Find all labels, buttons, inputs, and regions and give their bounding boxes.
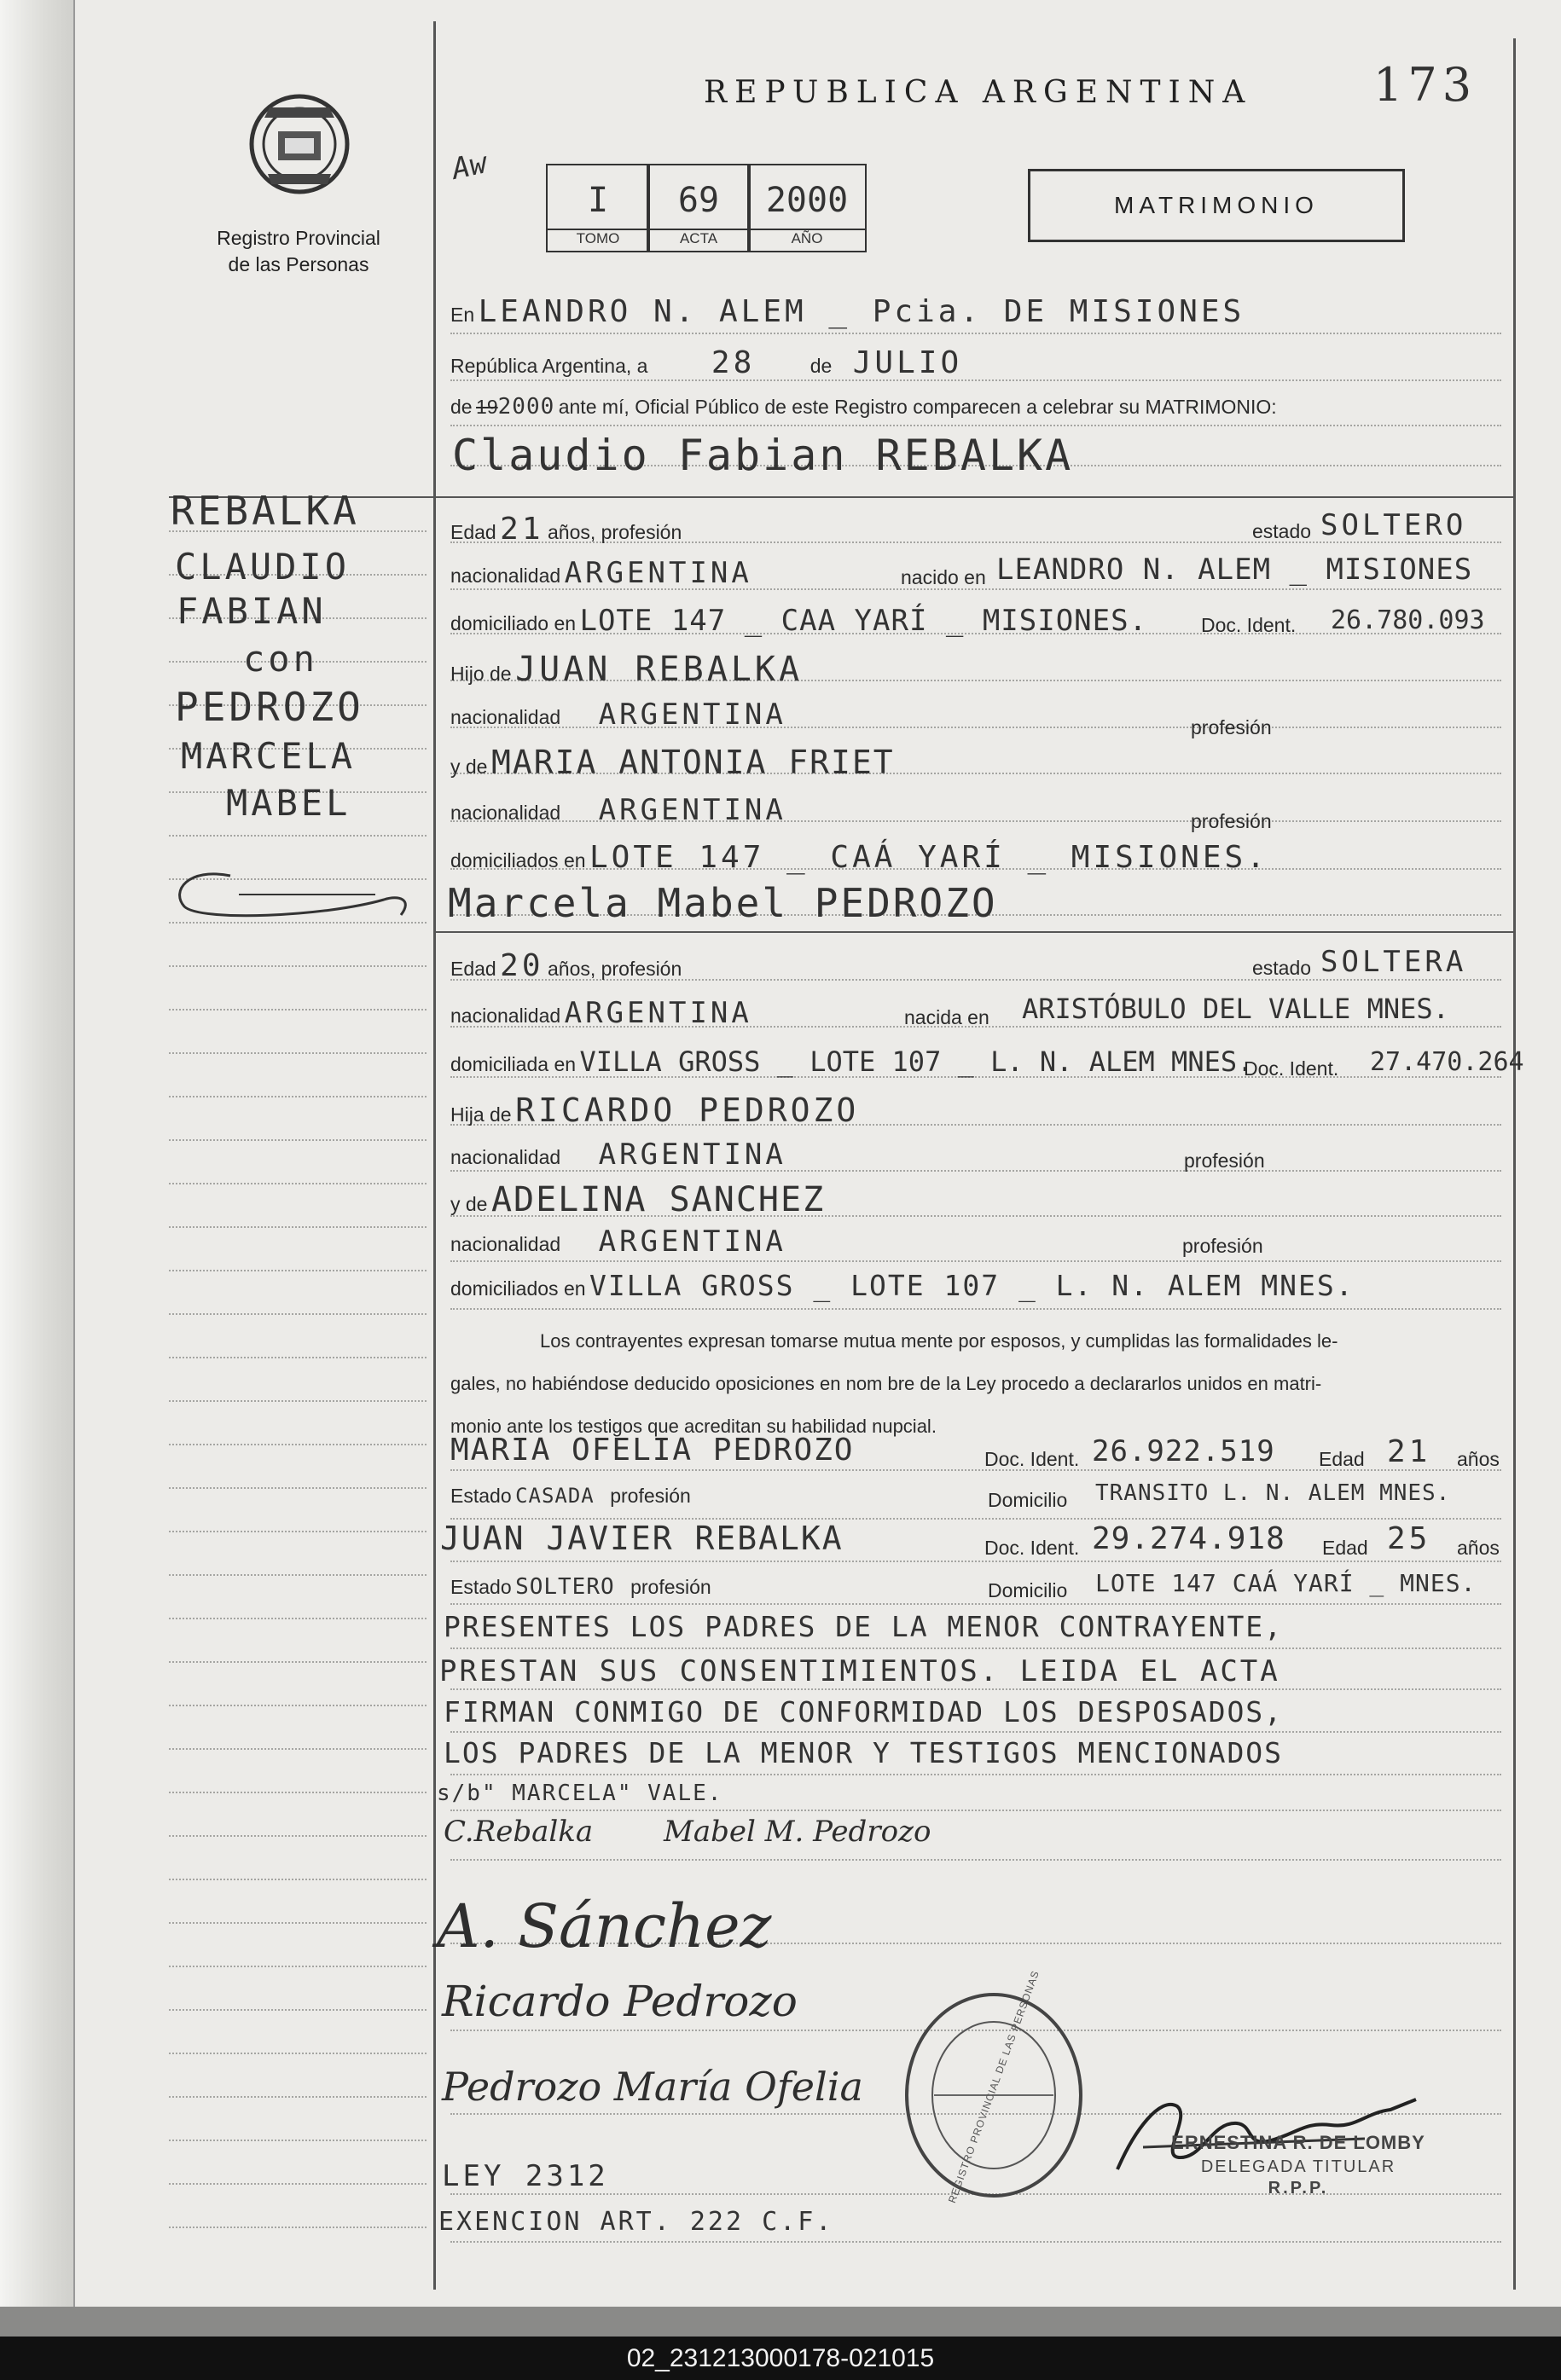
groom-father-nationality: ARGENTINA <box>598 698 786 732</box>
margin-ruled-line <box>169 965 427 967</box>
en-label: En <box>450 304 475 326</box>
bride-mother-nationality: ARGENTINA <box>598 1225 786 1259</box>
margin-ruled-line <box>169 1357 427 1358</box>
bride-edad-label: Edad <box>450 958 496 980</box>
body-ruled-line <box>450 1774 1501 1775</box>
note-line3: FIRMAN CONMIGO DE CONFORMIDAD LOS DESPOSADOS, <box>444 1695 1284 1729</box>
witness2-doc-label: Doc. Ident. <box>984 1537 1080 1559</box>
groom-father: JUAN REBALKA <box>515 650 804 689</box>
wedding-year: 2000 <box>497 394 555 420</box>
mother-signature: A. Sánchez <box>437 1891 772 1961</box>
witness1-doc-label: Doc. Ident. <box>984 1448 1080 1470</box>
margin-ruled-line <box>169 1009 427 1010</box>
body-ruled-line <box>450 1647 1501 1649</box>
bride-mother-nac-label: nacionalidad <box>450 1233 561 1255</box>
margin-ruled-line <box>169 2227 427 2228</box>
official-block <box>1153 2132 1443 2198</box>
margin-connector: con <box>243 638 318 680</box>
bride-parents-dom-line <box>450 1269 1355 1302</box>
registry-logo-icon <box>247 92 351 196</box>
margin-given-1: CLAUDIO <box>175 546 351 588</box>
groom-father-prof-label: profesión <box>1191 716 1272 738</box>
witness2-estado: SOLTERO <box>515 1574 615 1600</box>
official-title: DELEGADA TITULAR <box>1200 2157 1396 2176</box>
groom-age-line <box>450 508 1500 547</box>
father-signature: Ricardo Pedrozo <box>442 1977 798 2026</box>
groom-mother: MARIA ANTONIA FRIET <box>490 744 895 781</box>
note-line2: PRESTAN SUS CONSENTIMIENTOS. LEIDA EL ACTA <box>439 1654 1280 1688</box>
margin-given-3: MARCELA <box>181 735 357 777</box>
body-ruled-line <box>450 1731 1501 1733</box>
margin-ruled-line <box>169 2096 427 2098</box>
margin-flourish-icon <box>171 866 427 925</box>
groom-age: 21 <box>500 512 544 547</box>
tomo-label: TOMO <box>548 229 648 247</box>
groom-father-nac-label: nacionalidad <box>450 706 561 728</box>
bride-nat-line <box>450 993 1508 1030</box>
body-ruled-line <box>450 1308 1501 1310</box>
groom-prof-label: años, profesión <box>547 521 682 543</box>
margin-divider <box>433 21 436 2290</box>
bride-age-line <box>450 945 1500 983</box>
margin-ruled-line <box>169 1792 427 1793</box>
margin-ruled-line <box>169 2009 427 2011</box>
groom-born-label: nacido en <box>901 566 986 588</box>
bride-doc: 27.470.264 <box>1370 1047 1524 1077</box>
bride-estado-label: estado <box>1252 957 1312 979</box>
body-ruled-line <box>450 1688 1501 1690</box>
groom-parents-domicile: LOTE 147 _ CAÁ YARÍ _ MISIONES. <box>589 840 1268 875</box>
bride-parents-dom-label: domiciliados en <box>450 1277 586 1300</box>
groom-mother-line <box>450 744 895 781</box>
margin-ruled-line <box>169 1444 427 1445</box>
reviewer-annotation: Aw <box>449 146 490 187</box>
groom-father-nat-line <box>450 698 1508 738</box>
groom-nat-line <box>450 553 1508 590</box>
law-reference: LEY 2312 <box>442 2159 609 2193</box>
body-ruled-line <box>450 2241 1501 2243</box>
bride-separator <box>435 931 1513 933</box>
stamp-text: REGISTRO PROVINCIAL DE LAS PERSONAS <box>945 1968 1042 2205</box>
right-border <box>1513 38 1516 2290</box>
bride-nationality: ARGENTINA <box>564 996 752 1030</box>
witness1-edad-label: Edad <box>1319 1448 1365 1470</box>
groom-estado-label: estado <box>1252 520 1312 542</box>
witness2-status-line <box>450 1569 1508 1601</box>
bride-domicile: VILLA GROSS _ LOTE 107 _ L. N. ALEM MNES. <box>579 1045 1254 1078</box>
bride-father-prof-label: profesión <box>1184 1149 1265 1172</box>
body-ruled-line <box>450 1603 1501 1605</box>
wedding-place: LEANDRO N. ALEM _ Pcia. DE MISIONES <box>478 294 1245 329</box>
witness-signature: Pedrozo María Ofelia <box>442 2064 863 2110</box>
bride-nac-label: nacionalidad <box>450 1005 561 1027</box>
margin-surname-bride: PEDROZO <box>175 684 364 730</box>
groom-yde-label: y de <box>450 756 488 778</box>
wedding-month: JULIO <box>852 345 963 380</box>
note-line4: LOS PADRES DE LA MENOR Y TESTIGOS MENCIONADOS <box>444 1736 1284 1769</box>
de-label: de <box>810 355 833 377</box>
witness1-status-line <box>450 1480 1508 1511</box>
witness1-doc: 26.922.519 <box>1092 1434 1275 1468</box>
margin-ruled-line <box>169 1618 427 1619</box>
declaration-line2: gales, no habiéndose deducido oposiciones en nom bre de la Ley procedo a declararlos unidos en matri- <box>450 1373 1322 1394</box>
groom-parents-dom-label: domiciliados en <box>450 849 586 872</box>
note-line1: PRESENTES LOS PADRES DE LA MENOR CONTRAYENTE, <box>444 1610 1284 1643</box>
margin-ruled-line <box>169 1183 427 1184</box>
witness2-edad-label: Edad <box>1322 1537 1368 1559</box>
bride-father: RICARDO PEDROZO <box>515 1092 860 1129</box>
margin-ruled-line <box>169 1879 427 1880</box>
appear-text: ante mí, Oficial Público de este Registro comparecen a celebrar su MATRIMONIO: <box>558 396 1277 418</box>
exemption-reference: EXENCION ART. 222 C.F. <box>438 2207 834 2237</box>
witness2-dom-label: Domicilio <box>988 1579 1068 1601</box>
witness1-estado-label: Estado <box>450 1485 512 1507</box>
groom-domicile: LOTE 147 _ CAA YARÍ _ MISIONES. <box>579 604 1148 638</box>
act-type-label: MATRIMONIO <box>1114 192 1319 218</box>
witness1-prof-label: profesión <box>610 1485 691 1507</box>
bride-dom-line <box>450 1045 1524 1080</box>
left-border <box>73 0 75 2307</box>
groom-mother-nat-line <box>450 793 1508 832</box>
witness1-dom-label: Domicilio <box>988 1489 1068 1511</box>
groom-father-line <box>450 650 803 689</box>
witness1-name-line <box>450 1433 1508 1468</box>
declaration <box>450 1320 1501 1448</box>
margin-ruled-line <box>169 1270 427 1271</box>
page-number: 173 <box>1373 58 1477 112</box>
margin-ruled-line <box>169 1705 427 1706</box>
groom-separator <box>169 496 1513 498</box>
witness1-estado: CASADA <box>515 1484 595 1508</box>
year-prefix: de <box>450 396 473 418</box>
margin-ruled-line <box>169 1400 427 1402</box>
bride-estado: SOLTERA <box>1320 945 1467 979</box>
bride-age: 20 <box>500 948 544 983</box>
intro-date-line <box>450 345 962 380</box>
witness2-estado-label: Estado <box>450 1576 512 1598</box>
bride-parents-domicile: VILLA GROSS _ LOTE 107 _ L. N. ALEM MNES. <box>589 1269 1355 1302</box>
bride-hija-label: Hija de <box>450 1103 512 1126</box>
groom-doc-label: Doc. Ident. <box>1201 614 1297 636</box>
margin-ruled-line <box>169 1487 427 1489</box>
registry-line2: de las Personas <box>228 253 369 275</box>
year-struck: 19 <box>476 396 498 418</box>
ano-label: AÑO <box>749 229 865 247</box>
groom-nac-label: nacionalidad <box>450 565 561 587</box>
witness1-domicile: TRANSITO L. N. ALEM MNES. <box>1095 1480 1451 1506</box>
margin-ruled-line <box>169 1139 427 1141</box>
bride-father-line <box>450 1092 859 1129</box>
witness2-name: JUAN JAVIER REBALKA <box>440 1520 844 1557</box>
bride-mother-nat-line <box>450 1225 1508 1259</box>
act-type-box <box>1028 169 1405 242</box>
groom-hijo-label: Hijo de <box>450 663 512 685</box>
bride-mother-line <box>450 1180 825 1219</box>
wedding-day: 28 <box>711 345 756 380</box>
country-title: REPUBLICA ARGENTINA <box>704 75 1253 110</box>
bride-signature: Mabel M. Pedrozo <box>664 1815 931 1849</box>
bride-born-label: nacida en <box>904 1006 989 1028</box>
margin-ruled-line <box>169 1052 427 1054</box>
ano-value: 2000 <box>765 181 849 220</box>
barcode-footer <box>0 2337 1561 2380</box>
bride-dom-label: domiciliada en <box>450 1053 577 1075</box>
margin-ruled-line <box>169 1574 427 1576</box>
witness1-anos-label: años <box>1457 1448 1500 1470</box>
margin-ruled-line <box>169 1313 427 1315</box>
bride-father-nac-label: nacionalidad <box>450 1146 561 1168</box>
groom-edad-label: Edad <box>450 521 496 543</box>
registry-name <box>179 225 418 278</box>
margin-ruled-line <box>169 1096 427 1097</box>
margin-given-4: MABEL <box>226 782 351 824</box>
bride-father-nat-line <box>450 1138 1508 1172</box>
bride-mother: ADELINA SANCHEZ <box>490 1180 826 1219</box>
groom-mother-nac-label: nacionalidad <box>450 802 561 824</box>
acta-label: ACTA <box>648 229 749 247</box>
bride-birthplace: ARISTÓBULO DEL VALLE MNES. <box>1022 993 1449 1025</box>
groom-dom-line <box>450 604 1508 638</box>
bride-yde-label: y de <box>450 1193 488 1215</box>
witness2-prof-label: profesión <box>630 1576 711 1598</box>
republica-label: República Argentina, a <box>450 355 648 377</box>
witness1-age: 21 <box>1387 1434 1431 1469</box>
official-office: R.P.P. <box>1268 2179 1329 2198</box>
bride-prof-label: años, profesión <box>547 958 682 980</box>
witness2-doc: 29.274.918 <box>1092 1521 1285 1556</box>
declaration-line3: monio ante los testigos que acreditan su habilidad nupcial. <box>450 1416 937 1437</box>
groom-signature: C.Rebalka <box>444 1815 594 1849</box>
margin-ruled-line <box>169 1922 427 1924</box>
body-ruled-line <box>450 1859 1501 1861</box>
body-ruled-line <box>450 1561 1501 1562</box>
note-line5: s/b" MARCELA" VALE. <box>437 1781 723 1806</box>
body-ruled-line <box>450 425 1501 426</box>
body-ruled-line <box>450 1260 1501 1262</box>
groom-full-name: Claudio Fabian REBALKA <box>452 431 1074 480</box>
groom-nationality: ARGENTINA <box>564 556 752 590</box>
intro-place-line <box>450 294 1245 329</box>
bride-full-name: Marcela Mabel PEDROZO <box>448 880 998 926</box>
groom-parents-dom-line <box>450 840 1268 875</box>
margin-ruled-line <box>169 835 427 837</box>
witness1-name: MARIA OFELIA PEDROZO <box>450 1433 855 1468</box>
tomo-cell <box>546 164 650 252</box>
margin-ruled-line <box>169 2053 427 2054</box>
acta-value: 69 <box>677 181 720 220</box>
groom-dom-label: domiciliado en <box>450 612 577 634</box>
groom-mother-nationality: ARGENTINA <box>598 793 786 827</box>
intro-year-line <box>450 394 1277 420</box>
margin-ruled-line <box>169 1226 427 1228</box>
margin-given-2: FABIAN <box>177 590 327 632</box>
ano-cell <box>747 164 867 252</box>
page-binding <box>0 0 75 2307</box>
bride-mother-prof-label: profesión <box>1182 1235 1263 1257</box>
witness2-age: 25 <box>1387 1521 1431 1556</box>
registry-line1: Registro Provincial <box>217 227 380 249</box>
margin-ruled-line <box>169 2183 427 2185</box>
acta-cell <box>647 164 751 252</box>
margin-ruled-line <box>169 1966 427 1967</box>
body-ruled-line <box>450 1810 1501 1811</box>
margin-ruled-line <box>169 1661 427 1663</box>
margin-ruled-line <box>169 1531 427 1532</box>
groom-estado: SOLTERO <box>1320 508 1467 542</box>
groom-mother-prof-label: profesión <box>1191 810 1272 832</box>
official-name: ERNESTINA R. DE LOMBY <box>1171 2132 1425 2153</box>
bride-doc-label: Doc. Ident. <box>1244 1057 1339 1080</box>
barcode-text: 02_231213000178-021015 <box>626 2344 935 2372</box>
margin-ruled-line <box>169 2140 427 2141</box>
margin-surname-groom: REBALKA <box>171 488 360 534</box>
tomo-value: I <box>587 181 609 220</box>
body-ruled-line <box>450 333 1501 334</box>
declaration-line1: Los contrayentes expresan tomarse mutua mente por esposos, y cumplidas las formalidades le- <box>540 1330 1338 1352</box>
witness2-anos-label: años <box>1457 1537 1500 1559</box>
groom-birthplace: LEANDRO N. ALEM _ MISIONES <box>996 553 1473 587</box>
groom-doc: 26.780.093 <box>1331 605 1485 635</box>
margin-ruled-line <box>169 1835 427 1837</box>
margin-ruled-line <box>169 1748 427 1750</box>
bride-father-nationality: ARGENTINA <box>598 1138 786 1172</box>
witness2-name-line <box>440 1520 1506 1557</box>
witness2-domicile: LOTE 147 CAÁ YARÍ _ MNES. <box>1095 1569 1477 1597</box>
